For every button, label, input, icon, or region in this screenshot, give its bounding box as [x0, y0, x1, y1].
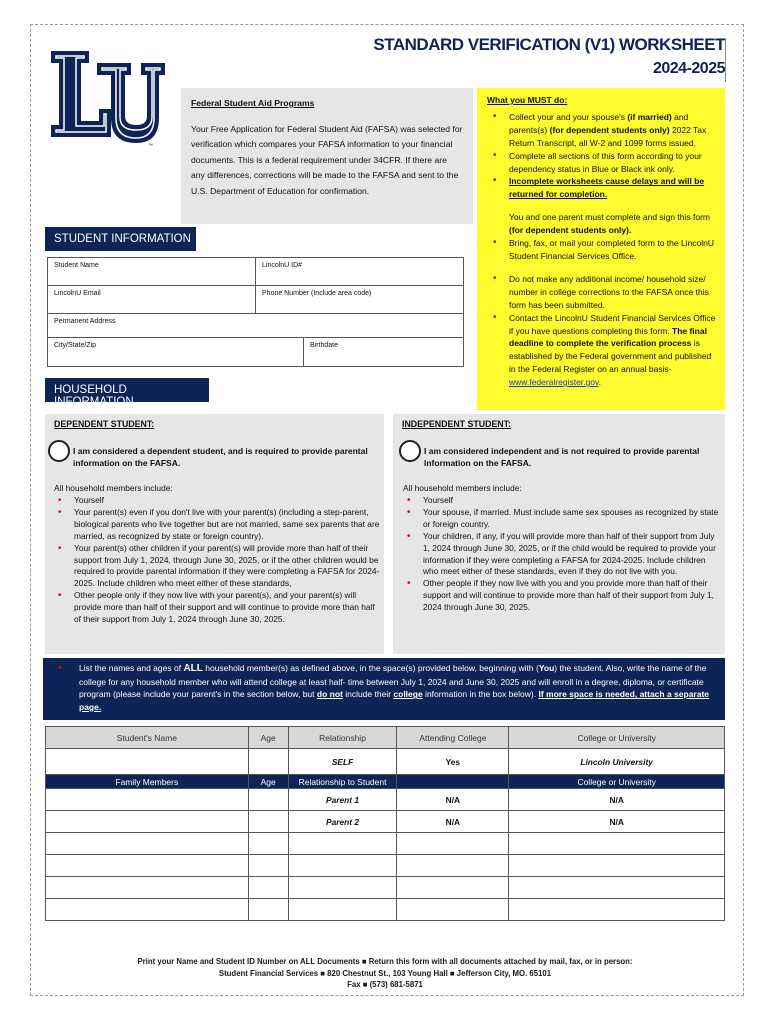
header-college: College or University	[509, 727, 725, 749]
family-header-row	[46, 775, 725, 789]
dependent-member-list	[54, 495, 380, 626]
info-row	[48, 286, 463, 314]
must-item-sign	[487, 211, 717, 237]
info-row	[48, 258, 463, 286]
must-text: is established by the Federal government and published in the Federal Register on an annual basis-	[509, 338, 712, 375]
list-item: • Your parent(s) even if you don't live with your parent(s) (including a step-parent, biological parents who live together but are not married, same sex parents that are married, as recognized by state or foreign country).	[54, 507, 380, 543]
list-item: • Your children, if any, if you will provide more than half of their support from July 1, 2024 through June 30, 2025, or if the child would be required to provide your information if they were completing a FAFSA for 2024-2025. Include children who meet either of these standards, even if they do not live with you.	[403, 531, 721, 579]
independent-student-box	[393, 414, 725, 654]
empty-cell[interactable]	[288, 833, 397, 855]
attending-cell: N/A	[397, 811, 509, 833]
family-age-cell[interactable]	[248, 789, 288, 811]
header-student-name: Student's Name	[46, 727, 249, 749]
instr-underline: do not	[316, 689, 343, 700]
phone-field[interactable]	[256, 286, 463, 313]
relationship-cell: SELF	[288, 749, 397, 775]
table-header-row	[46, 727, 725, 749]
header-age: Age	[248, 727, 288, 749]
empty-cell[interactable]	[397, 833, 509, 855]
instr-text: household member(s) as defined above, in the space(s) provided below, beginning with (	[202, 663, 539, 673]
must-text: Do not make any additional income/ household size/ number in college corrections to the FAFSA once this form has been submitted.	[509, 273, 709, 310]
must-item-incomplete	[487, 175, 717, 201]
attending-cell: N/A	[397, 789, 509, 811]
must-item-contact	[487, 312, 717, 389]
family-age-cell[interactable]	[248, 811, 288, 833]
header-family-college: College or University	[509, 775, 725, 789]
dependent-student-box	[45, 414, 384, 654]
field-label: Permanent Address	[54, 318, 116, 325]
list-item: • Yourself	[54, 495, 380, 507]
header-relationship: Relationship	[288, 727, 397, 749]
table-row	[46, 833, 725, 855]
independent-statement: I am considered independent and is not required to provide parental Information on the FAFSA.	[424, 446, 700, 468]
table-row	[46, 855, 725, 877]
city-state-zip-field[interactable]	[48, 338, 304, 366]
list-item: • Other people only if they now live with your parent(s), and your parent(s) will provide more than half of their support and will continue to provide more than half of their support from July 1, 2024 through June 30, 2025.	[54, 590, 380, 626]
instr-text: ) the student. Also, write the name of the college for any household member who will attend college at least half- time between July 1, 2024 and June 30, 2025 and will enroll in a degree, diploma, or certificate program (please include your parent's in the section below, but	[79, 663, 707, 700]
worksheet-title	[373, 34, 725, 80]
must-text: Complete all sections of this form according to your dependency status in Blue or Black ink only.	[509, 150, 702, 174]
empty-cell[interactable]	[46, 877, 249, 899]
empty-cell[interactable]	[288, 877, 397, 899]
college-cell: N/A	[509, 811, 725, 833]
must-item-no-corrections	[487, 273, 717, 312]
list-item: • Your spouse, if married. Must include same sex spouses as recognized by state or foreign country.	[403, 507, 721, 531]
federal-register-link[interactable]: www.federalregister.gov	[509, 377, 599, 388]
must-bold: (for dependent students only)	[549, 124, 670, 135]
instr-text: include their	[342, 689, 394, 700]
must-item-collect	[487, 111, 717, 150]
must-text: .	[598, 377, 601, 388]
relationship-cell: Parent 1	[288, 789, 397, 811]
instr-bold: You	[538, 663, 555, 673]
empty-cell[interactable]	[397, 855, 509, 877]
list-item: • Other people if they now live with you and you provide more than half of their support and will continue to provide more than half of their support from July 1, 2024 through June 30, 2025.	[403, 578, 721, 614]
instr-underline: If more space is needed, attach a separate page.	[79, 689, 710, 712]
title-divider	[725, 38, 726, 82]
lu-logo	[48, 44, 166, 148]
empty-cell[interactable]	[46, 855, 249, 877]
empty-cell[interactable]	[509, 833, 725, 855]
household-instructions	[43, 658, 725, 720]
empty-cell[interactable]	[397, 877, 509, 899]
student-info-header: STUDENT INFORMATION	[45, 227, 196, 251]
field-label: Birthdate	[310, 342, 339, 349]
footer-line-3: Fax ■ (573) 681-5871	[347, 980, 423, 990]
field-label: City/State/Zip	[54, 342, 97, 349]
must-bold: (if married)	[627, 111, 672, 122]
independent-list-head: All household members include:	[403, 483, 522, 493]
footer-line-2: Student Financial Services ■ 820 Chestnut St., 103 Young Hall ■ Jefferson City, MO. 65101	[218, 968, 552, 978]
instr-bold: ALL	[183, 663, 203, 674]
federal-aid-title: Federal Student Aid Programs	[191, 98, 315, 108]
table-row-self	[46, 749, 725, 775]
must-do-title: What you MUST do:	[487, 95, 568, 105]
header-blank	[397, 775, 509, 789]
age-cell[interactable]	[248, 749, 288, 775]
student-name-cell[interactable]	[46, 749, 249, 775]
svg-text:™: ™	[148, 143, 153, 148]
info-row	[48, 314, 463, 338]
empty-cell[interactable]	[46, 899, 249, 921]
empty-cell[interactable]	[397, 899, 509, 921]
must-do-box	[477, 88, 725, 410]
federal-aid-box	[181, 88, 473, 224]
table-row	[46, 811, 725, 833]
footer	[45, 956, 725, 991]
independent-radio[interactable]	[399, 440, 421, 462]
must-item-complete	[487, 150, 717, 176]
must-text: You and one parent must complete and sign this form	[509, 212, 710, 223]
dependent-title: DEPENDENT STUDENT:	[54, 419, 155, 429]
student-id-field[interactable]	[256, 258, 463, 285]
instr-underline: college	[393, 689, 423, 700]
field-label: Phone Number (Include area code)	[262, 290, 372, 297]
must-text: Bring, fax, or mail your completed form to the LincolnU Student Financial Services Office.	[509, 238, 715, 261]
college-cell: Lincoln University	[509, 749, 725, 775]
federal-aid-body: Your Free Application for Federal Student Aid (FAFSA) was selected for verification which compares your FAFSA information to your financial documents. This is a federal requirement under 34CFR. If there are any differences, corrections will be made to the FAFSA and sent to the U.S. Department of Education for confirmation.	[191, 123, 463, 196]
empty-cell[interactable]	[248, 833, 288, 855]
empty-cell[interactable]	[288, 855, 397, 877]
must-bold: Incomplete worksheets cause delays and will be returned for completion.	[509, 176, 705, 200]
spacer	[487, 263, 717, 273]
dependent-statement: I am considered a dependent student, and is required to provide parental information on the FAFSA.	[73, 446, 368, 468]
address-field[interactable]	[48, 314, 463, 337]
empty-cell[interactable]	[509, 855, 725, 877]
student-info-table	[47, 257, 464, 367]
header-attending: Attending College	[397, 727, 509, 749]
field-label: LincolnU ID#	[262, 262, 303, 269]
empty-cell[interactable]	[288, 899, 397, 921]
header-family-members: Family Members	[46, 775, 249, 789]
must-text: and parents(s)	[509, 111, 689, 135]
household-info-header: HOUSEHOLD INFORMATION	[45, 378, 209, 402]
empty-cell[interactable]	[248, 899, 288, 921]
title-text: STANDARD VERIFICATION (V1) WORKSHEET	[373, 35, 725, 54]
empty-cell[interactable]	[248, 877, 288, 899]
must-bold: (for dependent students only).	[509, 225, 632, 236]
footer-line-1: Print your Name and Student ID Number on ALL Documents ■ Return this form with all documents attached by mail, fax, or in person:	[137, 957, 633, 966]
empty-cell[interactable]	[248, 855, 288, 877]
instr-text: information in the box below).	[422, 689, 539, 700]
header-family-age: Age	[248, 775, 288, 789]
must-text: 2022 Tax Return Transcript, all W-2 and 1099 forms issued.	[509, 124, 707, 148]
table-row	[46, 789, 725, 811]
dependent-list-head: All household members include:	[54, 483, 173, 493]
family-name-cell[interactable]	[46, 789, 249, 811]
must-bold: The final deadline to complete the verification process	[509, 325, 707, 349]
table-row	[46, 899, 725, 921]
household-table	[45, 726, 725, 921]
independent-title: INDEPENDENT STUDENT:	[402, 419, 511, 429]
independent-member-list	[403, 495, 721, 614]
relationship-cell: Parent 2	[288, 811, 397, 833]
college-cell: N/A	[509, 789, 725, 811]
attending-cell: Yes	[397, 749, 509, 775]
header-relationship-to-student: Relationship to Student	[288, 775, 397, 789]
empty-cell[interactable]	[46, 833, 249, 855]
instr-text: List the names and ages of	[79, 663, 184, 673]
empty-cell[interactable]	[509, 899, 725, 921]
empty-cell[interactable]	[509, 877, 725, 899]
list-item: • Your parent(s) other children if your parent(s) will provide more than half of their support from July 1, 2024, through June 30, 2025, or if the other children would be required to provide parental information if they were completing a FAFSA for 2024-2025. Include children who meet either of these standards,	[54, 543, 380, 591]
student-name-field[interactable]	[48, 258, 256, 285]
info-row	[48, 338, 463, 366]
must-text: Contact the LincolnU Student Financial Services Office if you have questions completing this form.	[509, 312, 716, 336]
birthdate-field[interactable]	[304, 338, 463, 366]
field-label: LincolnU Email	[54, 290, 101, 297]
must-item-bring	[487, 237, 717, 263]
spacer	[487, 201, 717, 211]
field-label: Student Name	[54, 262, 99, 269]
must-text: Collect your and your spouse's	[509, 111, 628, 122]
family-name-cell[interactable]	[46, 811, 249, 833]
table-row	[46, 877, 725, 899]
dependent-radio[interactable]	[48, 440, 70, 462]
list-item: • Yourself	[403, 495, 721, 507]
title-year: 2024-2025	[652, 60, 725, 77]
email-field[interactable]	[48, 286, 256, 313]
